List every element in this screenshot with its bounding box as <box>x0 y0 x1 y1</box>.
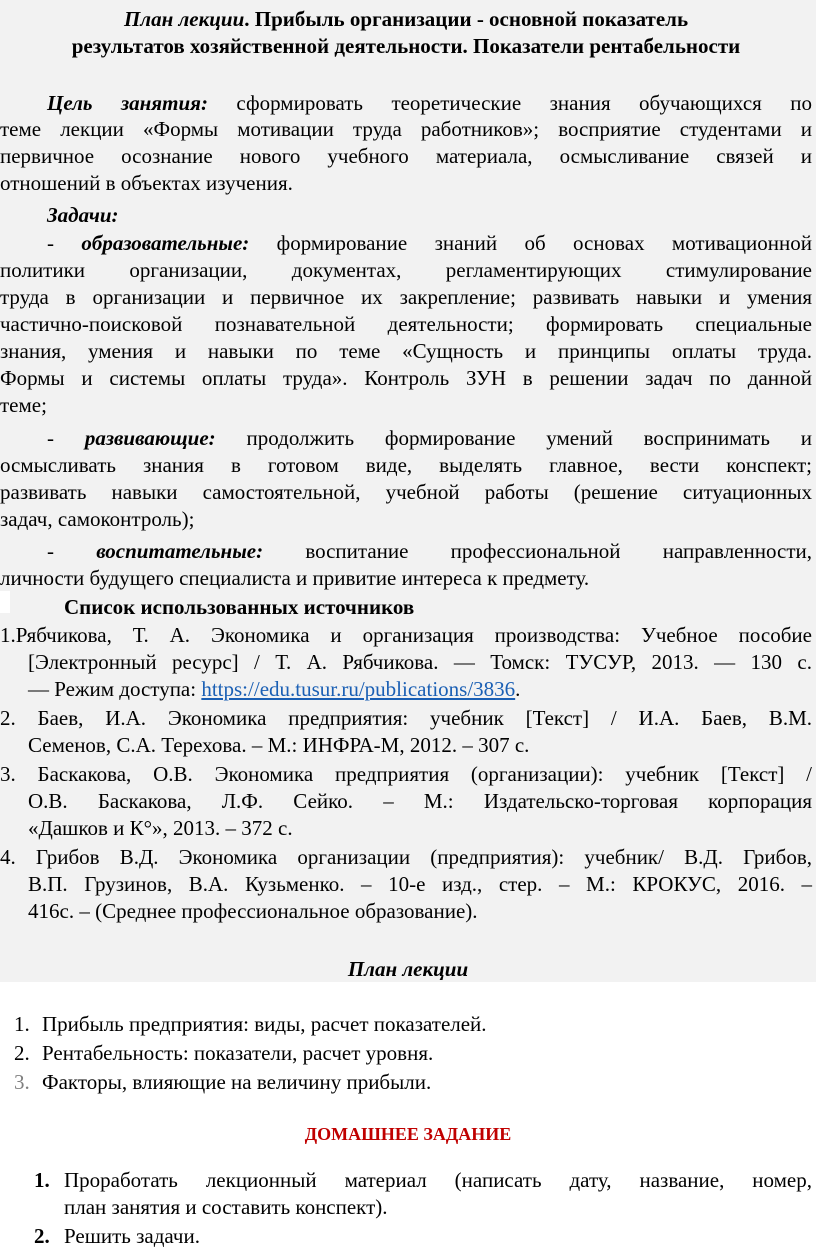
source-4-line-3: 416с. – (Среднее профессиональное образование). <box>28 899 478 923</box>
document-title <box>0 6 812 32</box>
developing-label: развивающие: <box>84 426 216 450</box>
upbringing-line-2: личности будущего специалиста и привитие интереса к предмету. <box>0 566 590 590</box>
lecture-plan-heading: План лекции <box>347 957 469 981</box>
goal-line-3: первичное осознание нового учебного материала, осмысливание связей и <box>0 144 812 168</box>
source-3-line-1: 3. Баскакова, О.В. Экономика предприятия (организации): учебник [Текст] / <box>0 762 812 786</box>
source-1-link[interactable]: https://edu.tusur.ru/publications/3836 <box>201 677 516 701</box>
source-1-line-2: [Электронный ресурс] / Т. А. Рябчикова. — Томск: ТУСУР, 2013. — 130 с. <box>28 650 812 674</box>
source-4-line-2: В.П. Грузинов, В.А. Кузьменко. – 10-е изд., стер. – М.: КРОКУС, 2016. – <box>28 872 812 896</box>
document-title-line-2: результатов хозяйственной деятельности. Показатели рентабельности <box>71 34 741 58</box>
source-2-line-2: Семенов, С.А. Терехова. – М.: ИНФРА-М, 2012. – 307 с. <box>28 733 530 757</box>
homework-item-1-line-1: 1. Проработать лекционный материал (написать дату, название, номер, <box>34 1168 812 1192</box>
plan-item-1: 1. Прибыль предприятия: виды, расчет показателей. <box>14 1012 487 1036</box>
educational-line-7: теме; <box>0 393 47 417</box>
educational-label: образовательные: <box>81 231 250 255</box>
highlight-gap <box>0 591 10 613</box>
developing-line-2: осмысливать знания в готовом виде, выделять главное, вести конспект; <box>0 453 812 477</box>
source-1-line-1: 1.Рябчикова, Т. А. Экономика и организация производства: Учебное пособие <box>0 623 812 647</box>
educational-line-2: политики организации, документах, регламентирующих стимулирование <box>0 258 812 282</box>
source-3-line-2: О.В. Баскакова, Л.Ф. Сейко. – М.: Издательско-торговая корпорация <box>28 789 812 813</box>
educational-line-6: Формы и системы оплаты труда». Контроль ЗУН в решении задач по данной <box>0 366 812 390</box>
title-rest: . Прибыль организации - основной показатель <box>244 7 689 31</box>
plan-item-2: 2. Рентабельность: показатели, расчет уровня. <box>14 1041 434 1065</box>
source-1-line-3: — Режим доступа: https://edu.tusur.ru/publications/3836. <box>28 677 521 701</box>
plan-item-3: 3. Факторы, влияющие на величину прибыли. <box>14 1070 432 1094</box>
homework-item-2: 2. Решить задачи. <box>34 1224 200 1248</box>
educational-line-3: труда в организации и первичное их закрепление; развивать навыки и умения <box>0 285 812 309</box>
upbringing-line-1: - воспитательные: воспитание профессиональной направленности, <box>47 539 812 563</box>
goal-label: Цель занятия: <box>47 91 208 115</box>
goal-line-2: теме лекции «Формы мотивации труда работников»; восприятие студентами и <box>0 117 812 141</box>
source-3-line-3: «Дашков и К°», 2013. – 372 с. <box>28 816 293 840</box>
sources-heading: Список использованных источников <box>64 595 415 619</box>
homework-heading: ДОМАШНЕЕ ЗАДАНИЕ <box>304 1124 512 1144</box>
source-4-line-1: 4. Грибов В.Д. Экономика организации (предприятия): учебник/ В.Д. Грибов, <box>0 845 812 869</box>
tasks-label: Задачи: <box>47 203 119 227</box>
developing-line-3: развивать навыки самостоятельной, учебной работы (решение ситуационных <box>0 480 812 504</box>
developing-line-4: задач, самоконтроль); <box>0 507 195 531</box>
goal-line-1: Цель занятия: сформировать теоретические знания обучающихся по <box>47 91 812 115</box>
title-prefix: План лекции <box>123 7 245 31</box>
upbringing-label: воспитательные: <box>96 539 264 563</box>
educational-line-4: частично-поисковой познавательной деятельности; формировать специальные <box>0 312 812 336</box>
educational-line-1: - образовательные: формирование знаний об основах мотивационной <box>47 231 812 255</box>
educational-line-5: знания, умения и навыки по теме «Сущность и принципы оплаты труда. <box>0 339 812 363</box>
goal-line-4: отношений в объектах изучения. <box>0 171 293 195</box>
source-2-line-1: 2. Баев, И.А. Экономика предприятия: учебник [Текст] / И.А. Баев, В.М. <box>0 706 812 730</box>
homework-item-1-line-2: план занятия и составить конспект). <box>64 1195 388 1219</box>
developing-line-1: - развивающие: продолжить формирование умений воспринимать и <box>47 426 812 450</box>
